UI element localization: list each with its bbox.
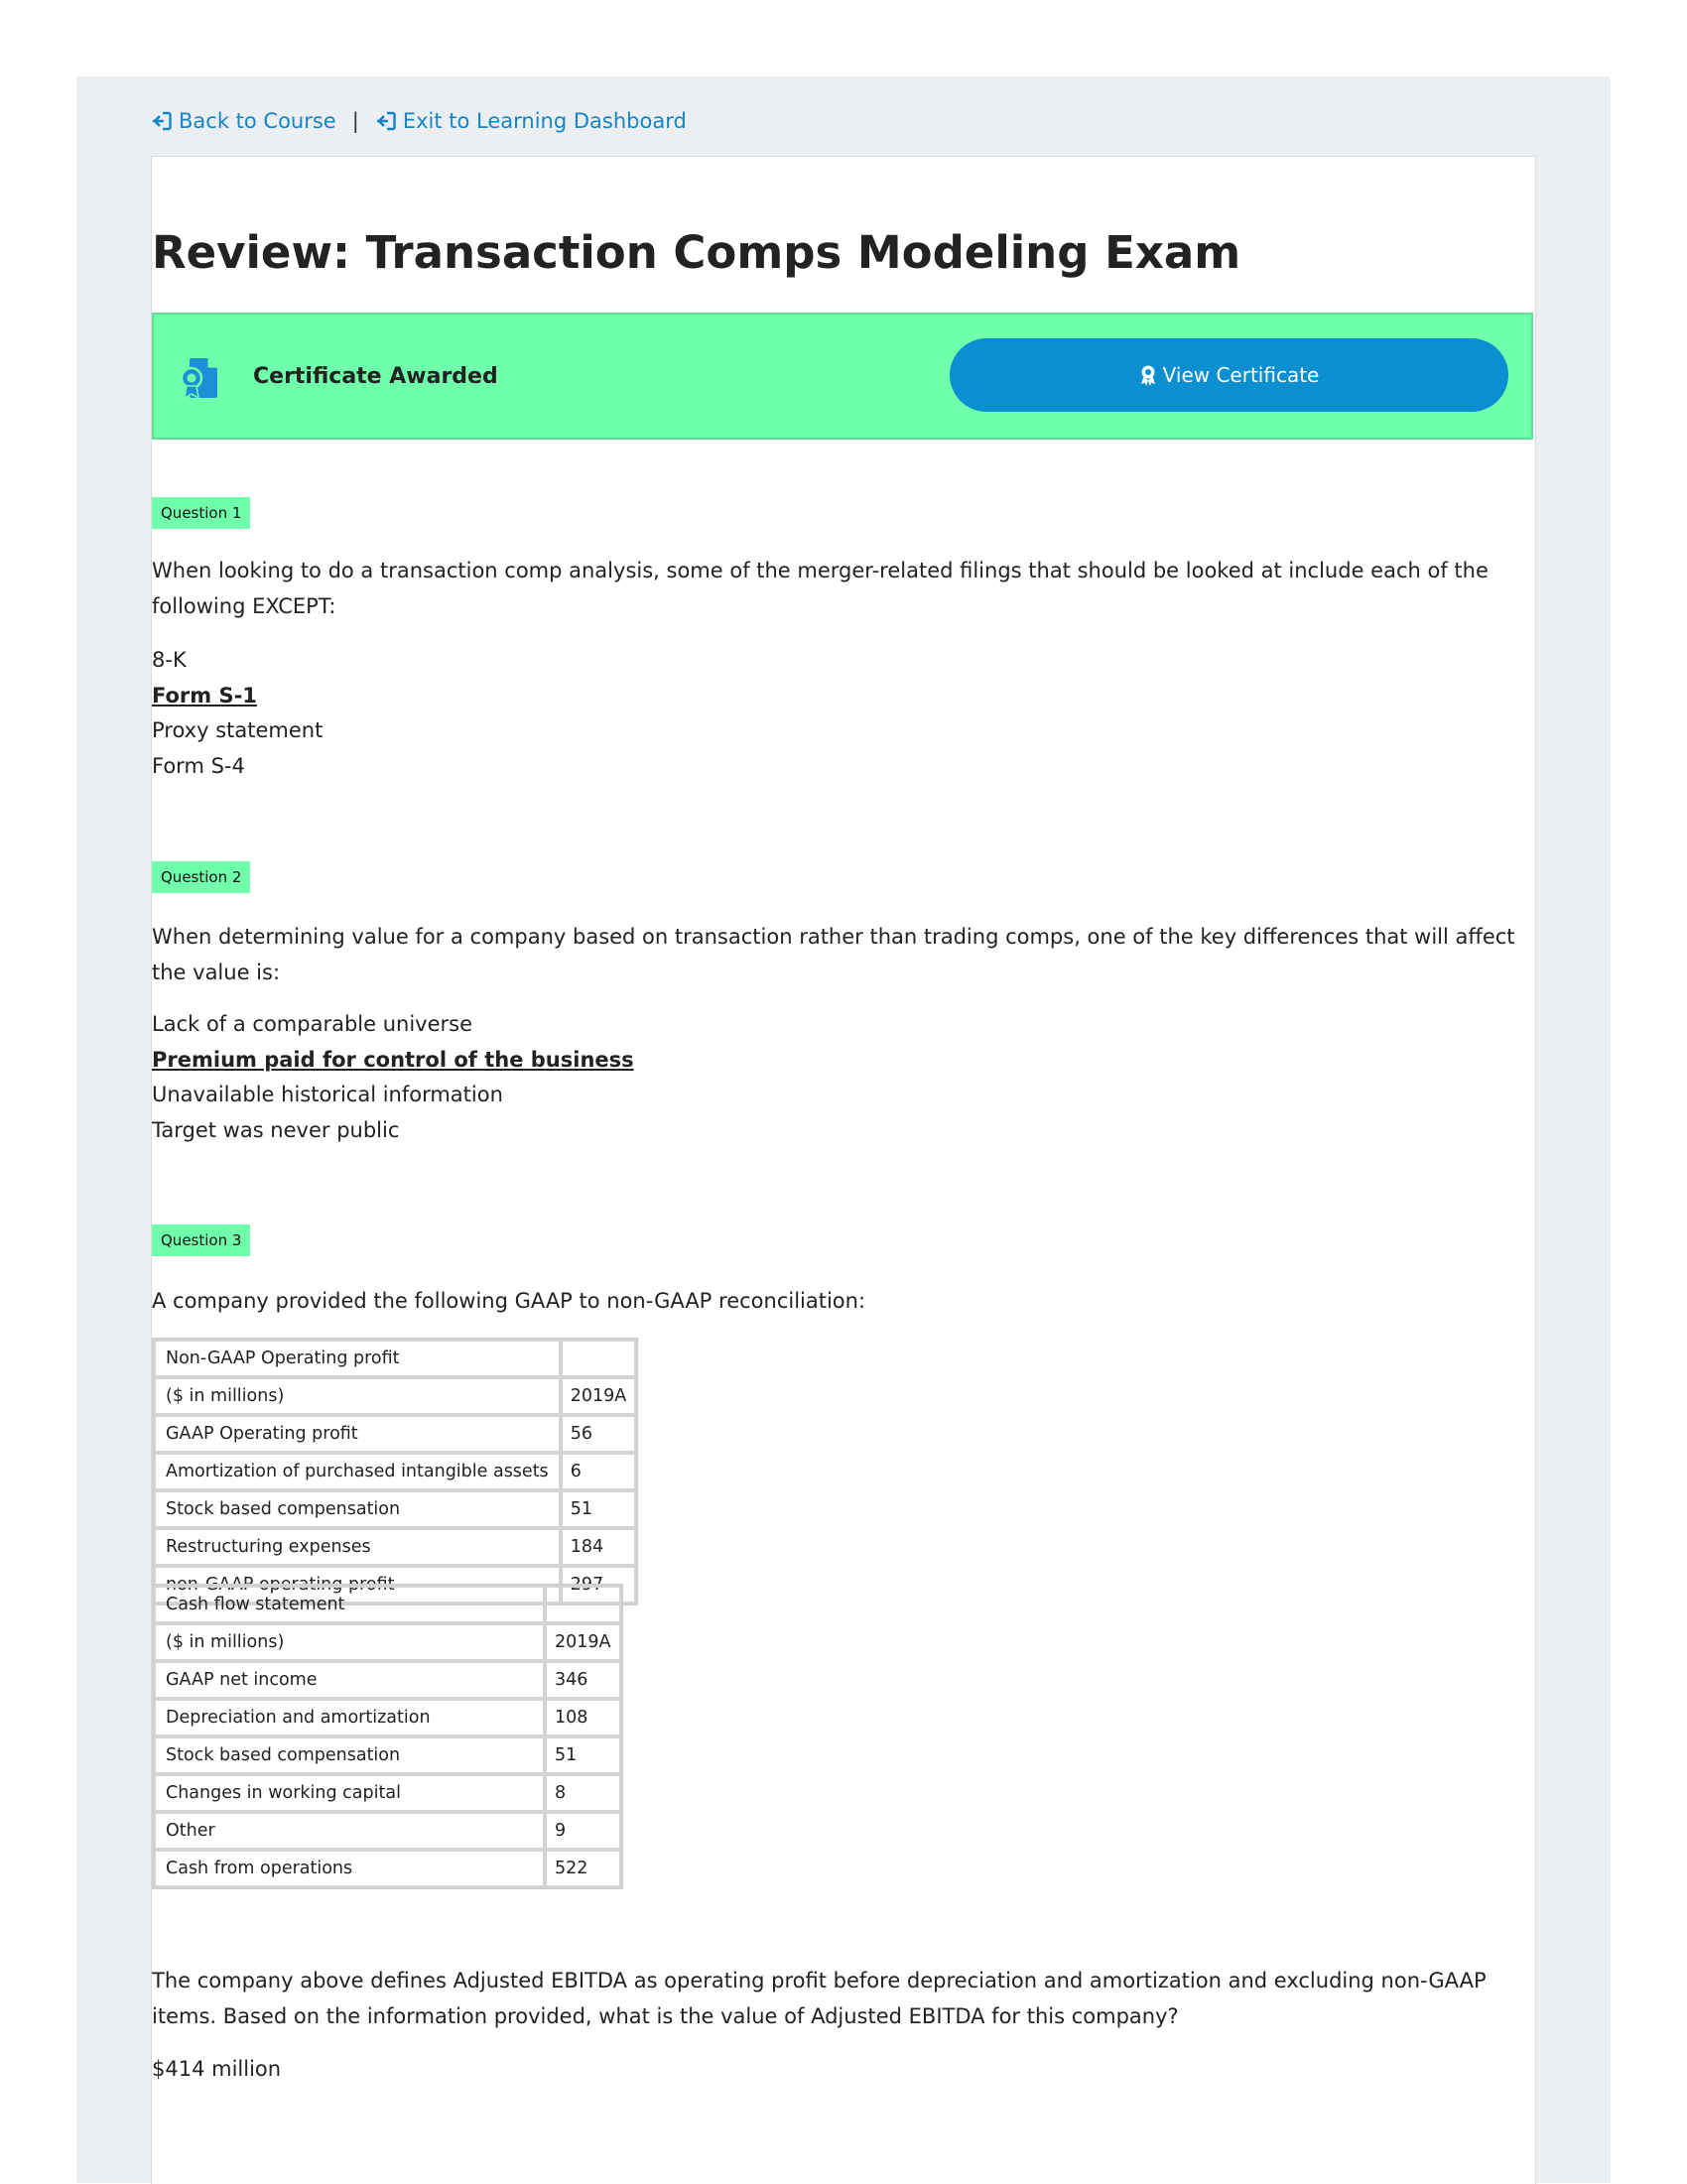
answer-option: Unavailable historical information [152,1083,503,1106]
table-row [154,1528,636,1566]
answer-option-correct: Premium paid for control of the business [152,1047,634,1072]
table-cell-value: 8 [545,1774,621,1812]
answer-option: Form S-4 [152,753,245,778]
view-certificate-label: View Certificate [1162,363,1320,387]
table-cell-label: Depreciation and amortization [154,1699,545,1736]
table-body [154,1340,636,1604]
answer-option: Target was never public [152,1117,400,1142]
page-container [76,76,1611,2183]
table-cell-value: 346 [545,1661,621,1699]
table-row [154,1774,621,1812]
table-cell-label: Restructuring expenses [154,1528,561,1566]
table-row [154,1453,636,1490]
answer-option: Proxy statement [152,718,324,742]
back-to-course-label: Back to Course [179,109,336,133]
question-2-badge: Question 2 [152,861,250,893]
table-cell-value: 2019A [561,1377,637,1415]
answer-option-correct: Form S-1 [152,683,257,707]
table-cell-label: Changes in working capital [154,1774,545,1812]
table-row [154,1490,636,1528]
table-row [154,1415,636,1453]
question-3-options [152,2052,281,2088]
table-row [154,1377,636,1415]
table-cell-label: Cash flow statement [154,1586,545,1623]
table-cell-value [545,1586,621,1623]
award-icon [1139,364,1157,386]
exit-dashboard-label: Exit to Learning Dashboard [402,109,687,133]
top-nav [151,104,687,138]
certificate-file-icon [178,354,225,402]
exam-review-card [151,156,1536,2184]
table-row [154,1586,621,1623]
table-cell-label: Stock based compensation [154,1490,561,1528]
question-3-badge: Question 3 [152,1224,250,1256]
question-1-badge: Question 1 [152,497,250,529]
table-cell-label: ($ in millions) [154,1623,545,1661]
table-cell-value: 108 [545,1699,621,1736]
table-cell-label: Stock based compensation [154,1736,545,1774]
table-cell-value: 51 [561,1490,637,1528]
question-1-options [152,643,323,784]
back-to-course-link[interactable] [151,109,336,133]
table-row [154,1850,621,1887]
view-certificate-button[interactable] [950,338,1508,412]
table-cell-value [561,1340,637,1377]
table-cell-value: 51 [545,1736,621,1774]
table-cell-value: 297 [561,1566,637,1604]
non-gaap-reconciliation-table [152,1338,638,1606]
table-cell-label: GAAP Operating profit [154,1415,561,1453]
table-cell-label: Amortization of purchased intangible assets [154,1453,561,1490]
question-1-text: When looking to do a transaction comp analysis, some of the merger-related filings that should be looked at include each of the following EXCEPT: [152,559,1489,618]
answer-option: Lack of a comparable universe [152,1012,473,1036]
question-3-followup-text: The company above defines Adjusted EBITDA as operating profit before depreciation and amortization and excluding non-GAAP items. Based on the information provided, what is the value of Adjusted EBITDA for this company? [152,1969,1487,2028]
table-row [154,1661,621,1699]
table-cell-value: 9 [545,1812,621,1850]
table-row [154,1623,621,1661]
table-row [154,1736,621,1774]
sign-in-icon [375,110,397,132]
certificate-banner [152,313,1533,440]
sign-in-icon [151,110,173,132]
certificate-awarded-label: Certificate Awarded [253,364,498,389]
question-3-text: A company provided the following GAAP to non-GAAP reconciliation: [152,1289,866,1313]
answer-option: 8-K [152,648,187,672]
page-title: Review: Transaction Comps Modeling Exam [152,226,1241,279]
table-cell-value: 6 [561,1453,637,1490]
table-row [154,1699,621,1736]
exit-dashboard-link[interactable] [375,109,687,133]
table-cell-value: 56 [561,1415,637,1453]
table-cell-value: 522 [545,1850,621,1887]
table-cell-value: 184 [561,1528,637,1566]
table-cell-label: Cash from operations [154,1850,545,1887]
nav-separator: | [351,109,359,133]
table-cell-label: Non-GAAP Operating profit [154,1340,561,1377]
table-cell-value: 2019A [545,1623,621,1661]
table-cell-label: ($ in millions) [154,1377,561,1415]
table-cell-label: GAAP net income [154,1661,545,1699]
cash-flow-table [152,1584,623,1889]
question-2-text: When determining value for a company based on transaction rather than trading comps, one of the key differences that will affect the value is: [152,925,1515,984]
question-2-options [152,1007,634,1148]
answer-option: $414 million [152,2057,282,2081]
table-body [154,1586,621,1887]
table-cell-label: non-GAAP operating profit [154,1566,561,1604]
table-row [154,1340,636,1377]
table-cell-label: Other [154,1812,545,1850]
table-row [154,1812,621,1850]
